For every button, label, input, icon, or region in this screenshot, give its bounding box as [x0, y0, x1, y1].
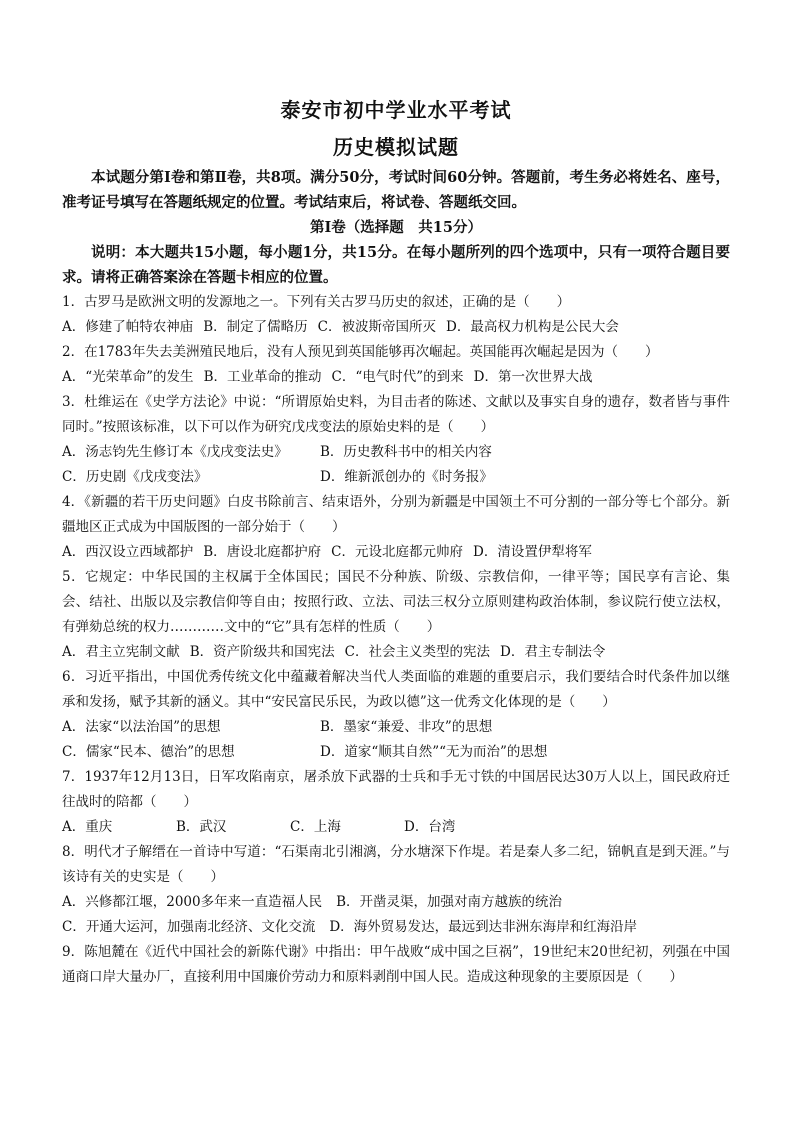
option-d: D．君主专制法令 [500, 644, 606, 660]
question-stem: 2．在1783年失去美洲殖民地后，没有人预见到英国能够再次崛起。英国能再次崛起是因为（ ） [62, 344, 659, 360]
option-c: C．开通大运河，加强南北经济、文化交流 [62, 919, 316, 935]
option-c: C．儒家“民本、德治”的思想 [62, 744, 235, 760]
question-options [62, 915, 730, 940]
question-options [62, 640, 730, 665]
question-options [62, 890, 730, 915]
exam-intro: 本试题分第Ⅰ卷和第Ⅱ卷，共8项。满分50分，考试时间60分钟。答题前，考生务必将姓名、座号，准考证号填写在答题纸规定的位置。考试结束后，将试卷、答题纸交回。 [62, 169, 730, 211]
question-options [62, 540, 730, 565]
question-options [62, 315, 730, 340]
section-title: 第Ⅰ卷（选择题 共15分） [310, 219, 482, 236]
option-b: B．工业革命的推动 [203, 369, 322, 385]
option-a: A．修建了帕特农神庙 [62, 319, 194, 335]
option-c: C．元设北庭都元帅府 [331, 544, 464, 560]
option-d: D．道家“顺其自然”“无为而治”的思想 [320, 744, 548, 760]
option-a: A．重庆 [62, 819, 113, 835]
option-d: D．台湾 [404, 819, 456, 835]
option-c: C．社会主义类型的宪法 [344, 644, 491, 660]
question-stem: 9．陈旭麓在《近代中国社会的新陈代谢》中指出：甲午战败“成中国之巨祸”，19世纪末20世纪初，列强在中国通商口岸大量办厂，直接利用中国廉价劳动力和原料剥削中国人民。造成这种现象的主要原因是（ ） [62, 944, 730, 985]
question-stem: 4．《新疆的若干历史问题》白皮书除前言、结束语外，分别为新疆是中国领土不可分割的一部分等七个部分。新疆地区正式成为中国版图的一部分始于（ ） [62, 494, 730, 535]
question-stem: 5．它规定：中华民国的主权属于全体国民；国民不分种族、阶级、宗教信仰，一律平等；国民享有言论、集会、结社、出版以及宗教信仰等自由；按照行政、立法、司法三权分立原则建构政治体制，参议院行使立法权，有弹劾总统的权力…………文中的“它”具有怎样的性质（ ） [62, 569, 730, 635]
question-options [62, 815, 730, 840]
option-b: B．开凿灵渠，加强对南方越族的统治 [336, 894, 563, 910]
question-stem: 1．古罗马是欧洲文明的发源地之一。下列有关古罗马历史的叙述，正确的是（ ） [62, 294, 571, 310]
option-d: D．第一次世界大战 [473, 369, 593, 385]
option-d: D．维新派创办的《时务报》 [320, 469, 493, 485]
exam-subtitle: 历史模拟试题 [333, 135, 459, 159]
question-options [62, 440, 730, 465]
option-c: C．“电气时代”的到来 [331, 369, 464, 385]
exam-title: 泰安市初中学业水平考试 [280, 98, 512, 122]
option-b: B．墨家“兼爱、非攻”的思想 [320, 719, 493, 735]
option-b: B．资产阶级共和国宪法 [189, 644, 335, 660]
question-options [62, 365, 730, 390]
question-stem: 6．习近平指出，中国优秀传统文化中蕴藏着解决当代人类面临的难题的重要启示，我们要结合时代条件加以继承和发扬，赋予其新的涵义。其中“安民富民乐民，为政以德”这一优秀文化体现的是（ ） [62, 669, 730, 710]
option-b: B．唐设北庭都护府 [203, 544, 322, 560]
option-d: D．清设置伊犁将军 [473, 544, 592, 560]
option-a: A．西汉设立西域都护 [62, 544, 194, 560]
option-c: C．被波斯帝国所灭 [317, 319, 437, 335]
option-a: A．兴修都江堰，2000多年来一直造福人民 [62, 894, 323, 910]
option-a: A．汤志钧先生修订本《戊戌变法史》 [62, 444, 288, 460]
option-b: B．武汉 [176, 819, 227, 835]
option-d: D．海外贸易发达，最远到达非洲东海岸和红海沿岸 [329, 919, 638, 935]
option-a: A．法家“以法治国”的思想 [62, 719, 221, 735]
question-options [62, 715, 730, 740]
question-options [62, 740, 730, 765]
question-stem: 3．杜维运在《史学方法论》中说：“所谓原始史料，为目击者的陈述、文献以及事实自身的遗存，数者皆与事件同时。”按照该标准，以下可以作为研究戊戌变法的原始史料的是（ ） [62, 394, 730, 435]
question-stem: 7．1937年12月13日，日军攻陷南京，屠杀放下武器的士兵和手无寸铁的中国居民达30万人以上，国民政府迁往战时的陪都（ ） [62, 769, 730, 810]
option-c: C．历史剧《戊戌变法》 [62, 469, 208, 485]
option-b: B．历史教科书中的相关内容 [320, 444, 492, 460]
option-a: A．君主立宪制文献 [62, 644, 180, 660]
option-c: C．上海 [290, 819, 341, 835]
question-options [62, 465, 730, 490]
option-b: B．制定了儒略历 [203, 319, 308, 335]
question-stem: 8．明代才子解缙在一首诗中写道：“石渠南北引湘漓，分水塘深下作堤。若是秦人多二纪，锦帆直是到天涯。”与该诗有关的史实是（ ） [62, 844, 730, 885]
option-a: A．“光荣革命”的发生 [62, 369, 194, 385]
section-instruction: 说明：本大题共15小题，每小题1分，共15分。在每小题所列的四个选项中，只有一项符合题目要求。请将正确答案涂在答题卡相应的位置。 [62, 244, 730, 286]
option-d: D．最高权力机构是公民大会 [446, 319, 619, 335]
